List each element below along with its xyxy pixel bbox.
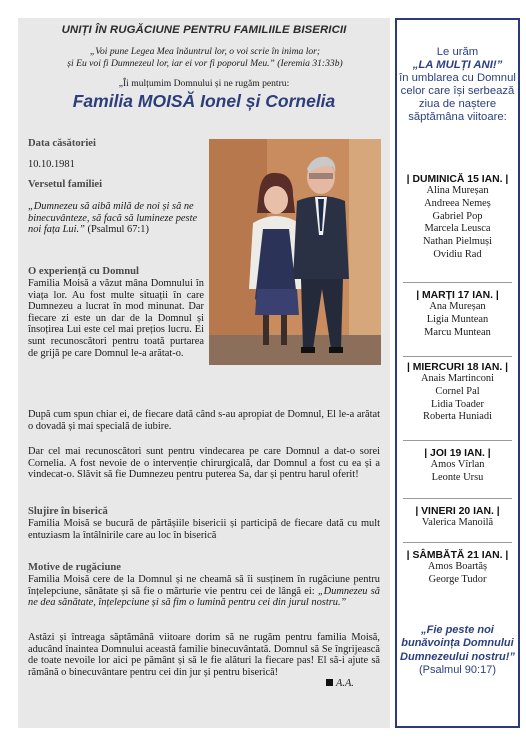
birthday-name: Leonte Ursu [431, 471, 484, 483]
family-panel [18, 18, 390, 728]
experience-paragraph-3: Dar cel mai recunoscători sunt pentru vindecarea pe care Domnul a dat-o sorei Cornelia. A fost nevoie de o intervenție chirurgicală, dar Domnul a fost cu ea și a vindecat-o. Slăvit să fie Dumnezeu pentru puterea Sa, dar și pentru harul oferit! [28, 446, 380, 481]
family-photo [209, 139, 381, 365]
signature-text: A.A. [336, 678, 354, 689]
day-divider [403, 282, 512, 283]
experience-paragraph-2: După cum spun chiar ei, de fiecare dată când s-au apropiat de Domnul, El le-a arătat o dovadă și mai specială de iubire. [28, 409, 380, 432]
prayer-quote: „Dumnezeu să ne dea sănătate, înțelepciune și să fim o lumină pentru cei din jurul nostru.” [28, 585, 380, 609]
signature [326, 678, 354, 689]
birthdays-intro [397, 46, 518, 124]
day-label: | SÂMBĂTĂ 21 IAN. | [406, 550, 509, 561]
family-verse-label: Versetul familiei [28, 179, 103, 190]
day-label: | VINERI 20 IAN. | [415, 506, 500, 517]
signature-square-icon [326, 679, 333, 686]
birthday-name: Roberta Huniadi [423, 411, 492, 423]
wedding-date-label: Data căsătoriei [28, 138, 96, 149]
day-label: | DUMINICĂ 15 IAN. | [406, 174, 509, 185]
birthdays-intro-line-3: în umblarea cu Domnul celor care își serbează ziua de naștere săptămâna viitoare: [399, 72, 516, 123]
family-name: Familia MOISĂ Ionel și Cornelia [72, 91, 336, 111]
birthdays-greeting: „LA MULȚI ANI!” [412, 59, 503, 71]
day-divider [403, 440, 512, 441]
birthday-name: Lidia Toader [430, 398, 485, 410]
header-quote-line-1: „Voi pune Legea Mea înăuntrul lor, o voi scrie în inima lor; [89, 46, 321, 57]
birthday-name: Marcela Leusca [424, 223, 491, 235]
intro-text: „Îi mulțumim Domnului și ne rugăm pentru: [118, 78, 290, 89]
page-title: UNIȚI ÎN RUGĂCIUNE PENTRU FAMILIILE BISERICII [61, 24, 347, 36]
closing-verse-text: „Fie peste noi bunăvoința Domnului Dumnezeului nostru!” [400, 624, 515, 663]
prayer-reasons: Familia Moisă cere de la Domnul și ne cheamă să îi susținem în rugăciune pentru înțelepciune, sănătate și să fie o mărturie vie pentru cei de lângă ei: [28, 574, 380, 597]
birthday-name: Amos Vîrlan [430, 459, 485, 470]
birthday-name: Gabriel Pop [432, 210, 483, 222]
birthday-name: Cornel Pal [435, 385, 480, 397]
birthday-name: Anais Martinconi [420, 373, 494, 384]
family-photo-illustration [209, 139, 381, 365]
wedding-date: 10.10.1981 [28, 159, 75, 170]
day-label: | MIERCURI 18 IAN. | [406, 362, 509, 373]
birthday-day-friday [397, 506, 518, 530]
birthday-name: Ana Mureșan [429, 301, 486, 312]
birthdays-intro-line-1: Le urăm [436, 46, 479, 58]
birthday-name: Amos Boartăș [427, 561, 488, 572]
birthday-name: Marcu Muntean [424, 326, 491, 338]
day-divider [403, 498, 512, 499]
family-verse-text: „Dumnezeu să aibă milă de noi și să ne binecuvânteze, să facă să lumineze peste noi fața Lui.” [28, 201, 198, 236]
birthday-name: Valerica Manoilă [421, 517, 494, 528]
birthday-name: Andreea Nemeș [424, 197, 491, 209]
prayer-text [28, 574, 380, 609]
birthday-name: Nathan Pielmuși [423, 236, 492, 248]
birthday-name: Ovidiu Rad [433, 248, 482, 260]
birthday-name: George Tudor [428, 573, 487, 585]
experience-paragraph-1: Familia Moisă a văzut mâna Domnului în viața lor. Au fost multe situații în care Dumnezeu a lucrat în mod minunat. Dar fiecare zi este un dar de la Domnul și însoțirea Lui este cel mai prețios lucru. Ei sunt recunoscători pentru toată purtarea de grijă pe care Domnul le-a arătat-o. [28, 278, 204, 359]
birthday-day-thursday [397, 448, 518, 485]
day-label: | JOI 19 IAN. | [424, 448, 491, 459]
header-quote [30, 46, 380, 70]
birthdays-panel [395, 18, 520, 728]
closing-verse-ref: (Psalmul 90:17) [418, 664, 497, 677]
family-verse [28, 201, 204, 236]
day-divider [403, 356, 512, 357]
prayer-title: Motive de rugăciune [28, 562, 121, 573]
service-title: Slujire în biserică [28, 506, 108, 517]
header-quote-line-2: și Eu voi fi Dumnezeul lor, iar ei vor fi poporul Meu.” (Ieremia 31:33b) [67, 57, 343, 69]
birthday-day-saturday [397, 550, 518, 587]
service-text: Familia Moisă se bucură de părtășiile bisericii și participă de fiecare dată cu mult entuziasm la întâlnirile care au loc în biserică [28, 518, 380, 541]
birthday-name: Ligia Muntean [426, 313, 489, 325]
birthday-day-tuesday [397, 290, 518, 339]
experience-title: O experiență cu Domnul [28, 266, 139, 277]
closing-paragraph: Astăzi și întreaga săptămână viitoare dorim să ne rugăm pentru familia Moisă, aducând înaintea Domnului această familie binecuvântată. Domnul să Se îngrijească de toate nevoile lor aici pe pământ și să le fie alături la fiecare pas! El să-i ajute să rămână o binecuvântare pentru cei din jur și pentru biserică! [28, 632, 380, 678]
birthday-day-sunday [397, 174, 518, 262]
day-label: | MARȚI 17 IAN. | [416, 290, 499, 301]
day-divider [403, 542, 512, 543]
closing-verse [397, 624, 518, 678]
birthday-day-wednesday [397, 362, 518, 424]
family-verse-ref: (Psalmul 67:1) [87, 224, 149, 236]
birthday-name: Alina Mureșan [426, 185, 489, 196]
